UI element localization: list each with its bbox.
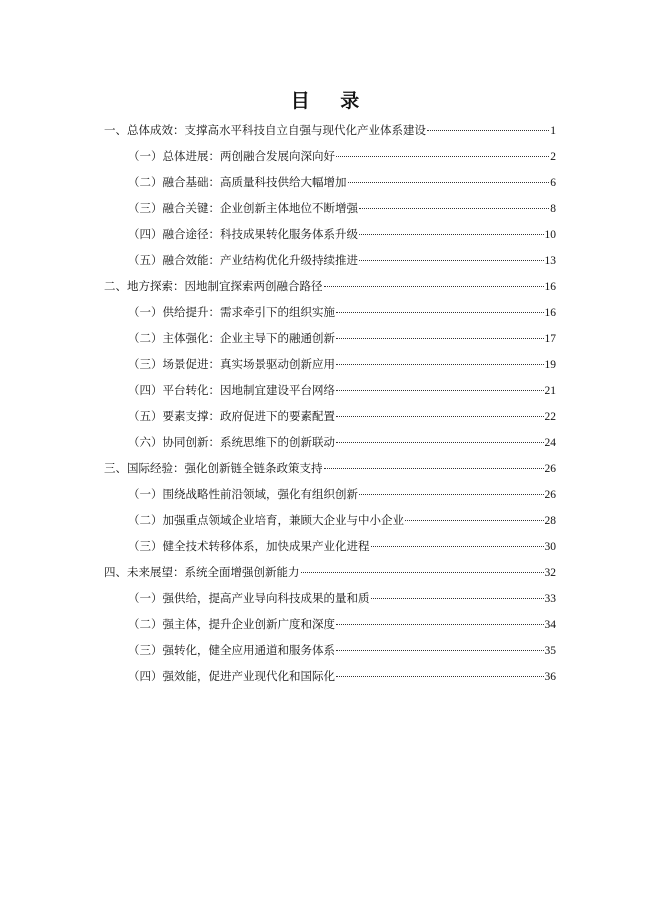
toc-entry-label: （三）强转化，健全应用通道和服务体系	[128, 643, 335, 657]
toc-page-number: 1	[550, 125, 556, 137]
toc-leader-dots	[336, 676, 544, 677]
toc-page-number: 17	[544, 333, 556, 345]
toc-entry-label: （一）强供给，提高产业导向科技成果的量和质	[128, 591, 370, 605]
toc-entry-label: （四）平台转化：因地制宜建设平台网络	[128, 383, 335, 397]
toc-leader-dots	[336, 650, 544, 651]
toc-page-number: 16	[544, 307, 556, 319]
toc-section-entry[interactable]	[104, 325, 556, 351]
toc-entry-label: （六）协同创新：系统思维下的创新联动	[128, 435, 335, 449]
toc-section-entry[interactable]	[104, 169, 556, 195]
toc-page-number: 36	[544, 671, 556, 683]
toc-leader-dots	[336, 312, 544, 313]
toc-page-number: 28	[544, 515, 556, 527]
toc-page-number: 26	[544, 489, 556, 501]
toc-title: 目 录	[290, 90, 372, 112]
toc-entry-label: （一）围绕战略性前沿领域，强化有组织创新	[128, 487, 358, 501]
toc-leader-dots	[348, 182, 550, 183]
toc-entry-label: 一、总体成效：支撑高水平科技自立自强与现代化产业体系建设	[104, 123, 426, 137]
toc-entry-label: （五）要素支撑：政府促进下的要素配置	[128, 409, 335, 423]
toc-page-number: 13	[544, 255, 556, 267]
toc-entry-label: （四）融合途径：科技成果转化服务体系升级	[128, 227, 358, 241]
toc-section-entry[interactable]	[104, 533, 556, 559]
table-of-contents	[104, 117, 556, 689]
toc-leader-dots	[324, 468, 544, 469]
toc-entry-label: （五）融合效能：产业结构优化升级持续推进	[128, 253, 358, 267]
toc-chapter-entry[interactable]	[104, 117, 556, 143]
toc-entry-label: （四）强效能，促进产业现代化和国际化	[128, 669, 335, 683]
toc-page-number: 35	[544, 645, 556, 657]
toc-entry-label: （一）总体进展：两创融合发展向深向好	[128, 149, 335, 163]
toc-section-entry[interactable]	[104, 507, 556, 533]
toc-entry-label: （二）主体强化：企业主导下的融通创新	[128, 331, 335, 345]
toc-chapter-entry[interactable]	[104, 455, 556, 481]
toc-page-number: 16	[544, 281, 556, 293]
toc-entry-label: （二）加强重点领域企业培育，兼顾大企业与中小企业	[128, 513, 404, 527]
toc-section-entry[interactable]	[104, 403, 556, 429]
toc-leader-dots	[359, 494, 544, 495]
toc-page-number: 34	[544, 619, 556, 631]
toc-entry-label: 二、地方探索：因地制宜探索两创融合路径	[104, 279, 323, 293]
toc-leader-dots	[336, 156, 549, 157]
toc-leader-dots	[371, 546, 544, 547]
toc-section-entry[interactable]	[104, 481, 556, 507]
toc-leader-dots	[336, 338, 544, 339]
toc-section-entry[interactable]	[104, 637, 556, 663]
toc-section-entry[interactable]	[104, 247, 556, 273]
toc-section-entry[interactable]	[104, 611, 556, 637]
toc-page-number: 6	[550, 177, 556, 189]
toc-leader-dots	[427, 130, 549, 131]
toc-page-number: 8	[550, 203, 556, 215]
toc-entry-label: （三）健全技术转移体系，加快成果产业化进程	[128, 539, 370, 553]
toc-page-number: 21	[544, 385, 556, 397]
toc-entry-label: （一）供给提升：需求牵引下的组织实施	[128, 305, 335, 319]
toc-section-entry[interactable]	[104, 195, 556, 221]
toc-leader-dots	[336, 416, 544, 417]
toc-leader-dots	[336, 390, 544, 391]
toc-page-number: 32	[544, 567, 556, 579]
toc-leader-dots	[359, 234, 544, 235]
toc-leader-dots	[371, 598, 544, 599]
toc-section-entry[interactable]	[104, 143, 556, 169]
toc-section-entry[interactable]	[104, 585, 556, 611]
toc-leader-dots	[324, 286, 544, 287]
toc-section-entry[interactable]	[104, 221, 556, 247]
toc-leader-dots	[405, 520, 544, 521]
toc-entry-label: 四、未来展望：系统全面增强创新能力	[104, 565, 300, 579]
toc-leader-dots	[359, 208, 549, 209]
toc-entry-label: （三）场景促进：真实场景驱动创新应用	[128, 357, 335, 371]
toc-page-number: 10	[544, 229, 556, 241]
toc-leader-dots	[336, 624, 544, 625]
toc-page-number: 30	[544, 541, 556, 553]
toc-page-number: 2	[550, 151, 556, 163]
toc-page-number: 33	[544, 593, 556, 605]
toc-leader-dots	[336, 364, 544, 365]
toc-section-entry[interactable]	[104, 299, 556, 325]
toc-leader-dots	[336, 442, 544, 443]
toc-chapter-entry[interactable]	[104, 273, 556, 299]
toc-section-entry[interactable]	[104, 351, 556, 377]
toc-section-entry[interactable]	[104, 429, 556, 455]
toc-leader-dots	[359, 260, 544, 261]
toc-chapter-entry[interactable]	[104, 559, 556, 585]
toc-page-number: 19	[544, 359, 556, 371]
toc-entry-label: （二）融合基础：高质量科技供给大幅增加	[128, 175, 347, 189]
toc-page-number: 24	[544, 437, 556, 449]
toc-entry-label: 三、国际经验：强化创新链全链条政策支持	[104, 461, 323, 475]
toc-leader-dots	[301, 572, 544, 573]
toc-section-entry[interactable]	[104, 377, 556, 403]
toc-page-number: 22	[544, 411, 556, 423]
toc-entry-label: （三）融合关键：企业创新主体地位不断增强	[128, 201, 358, 215]
toc-page-number: 26	[544, 463, 556, 475]
toc-section-entry[interactable]	[104, 663, 556, 689]
toc-entry-label: （二）强主体，提升企业创新广度和深度	[128, 617, 335, 631]
